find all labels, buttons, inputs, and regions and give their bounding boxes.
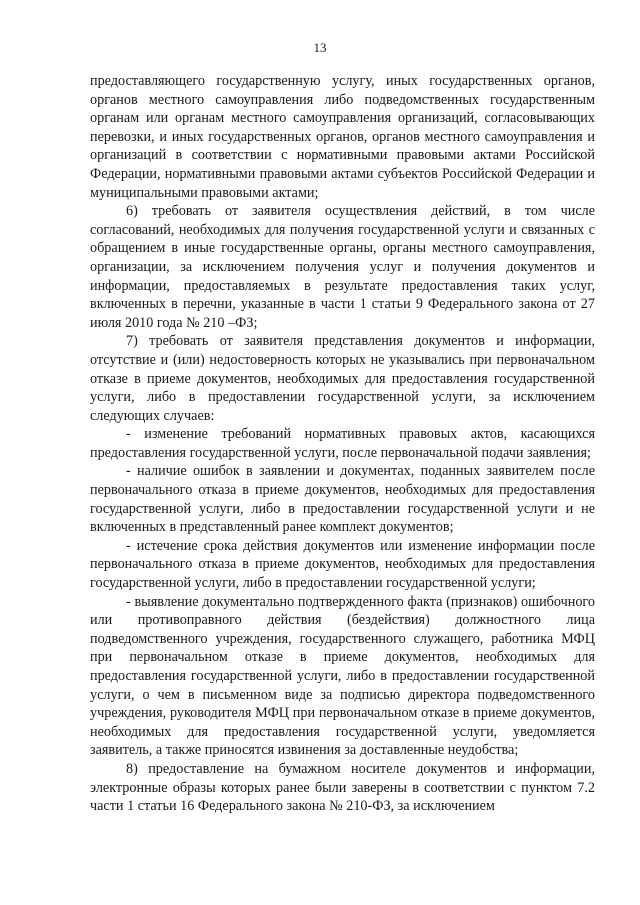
paragraph-subitem-expiration: - истечение срока действия документов или изменение информации после первоначального отказа в приеме документов, необходимых для предоставления государственной услуги, либо в предоставлении государственной услуги; (90, 537, 595, 592)
paragraph-continuation: предоставляющего государственную услугу, иных государственных органов, органов местного самоуправления либо подведомственных государственным органам или органам местного самоуправления организаций, согласовывающих перевозки, и иных государственных органов, органов местного самоуправления и организаций в соответствии с нормативными правовыми актами Российской Федерации, нормативными правовыми актами субъектов Российской Федерации и муниципальными правовыми актами; (90, 73, 595, 201)
paragraph-item-6: 6) требовать от заявителя осуществления действий, в том числе согласований, необходимых для получения государственной услуги и связанных с обращением в иные государственные органы, органы местного самоуправления, организации, за исключением получения услуг и получения документов и информации, предоставляемых в результате предоставления таких услуг, включенных в перечни, указанные в части 1 статьи 9 Федерального закона от 27 июля 2010 года № 210 –ФЗ; (90, 203, 595, 331)
paragraph-subitem-requirements-change: - изменение требований нормативных правовых актов, касающихся предоставления государственной услуги, после первоначальной подачи заявления; (90, 426, 595, 461)
paragraph-subitem-misconduct: - выявление документально подтвержденного факта (признаков) ошибочного или противоправного действия (бездействия) должностного лица подведомственного учреждения, государственного служащего, работника МФЦ при первоначальном отказе в приеме документов, необходимых для предоставления государственной услуги, либо в предоставлении государственной услуги, о чем в письменном виде за подписью директора подведомственного учреждения, руководителя МФЦ при первоначальном отказе в приеме документов, необходимых для предоставления государственной услуги, уведомляется заявитель, а также приносятся извинения за доставленные неудобства; (90, 593, 595, 759)
paragraph-subitem-errors: - наличие ошибок в заявлении и документах, поданных заявителем после первоначального отказа в приеме документов, необходимых для предоставления государственной услуги, либо в предоставлении государственной услуги и не включенных в представленный ранее комплект документов; (90, 463, 595, 536)
paragraph-item-7: 7) требовать от заявителя представления документов и информации, отсутствие и (или) недостоверность которых не указывались при первоначальном отказе в приеме документов, необходимых для предоставления государственной услуги, либо в предоставлении государственной услуги, за исключением следующих случаев: (90, 333, 595, 424)
document-body (90, 72, 595, 816)
page-number: 13 (313, 40, 327, 55)
paragraph-item-8: 8) предоставление на бумажном носителе документов и информации, электронные образы которых ранее были заверены в соответствии с пунктом 7.2 части 1 статьи 16 Федерального закона № 210-ФЗ, за исключением (90, 760, 595, 815)
